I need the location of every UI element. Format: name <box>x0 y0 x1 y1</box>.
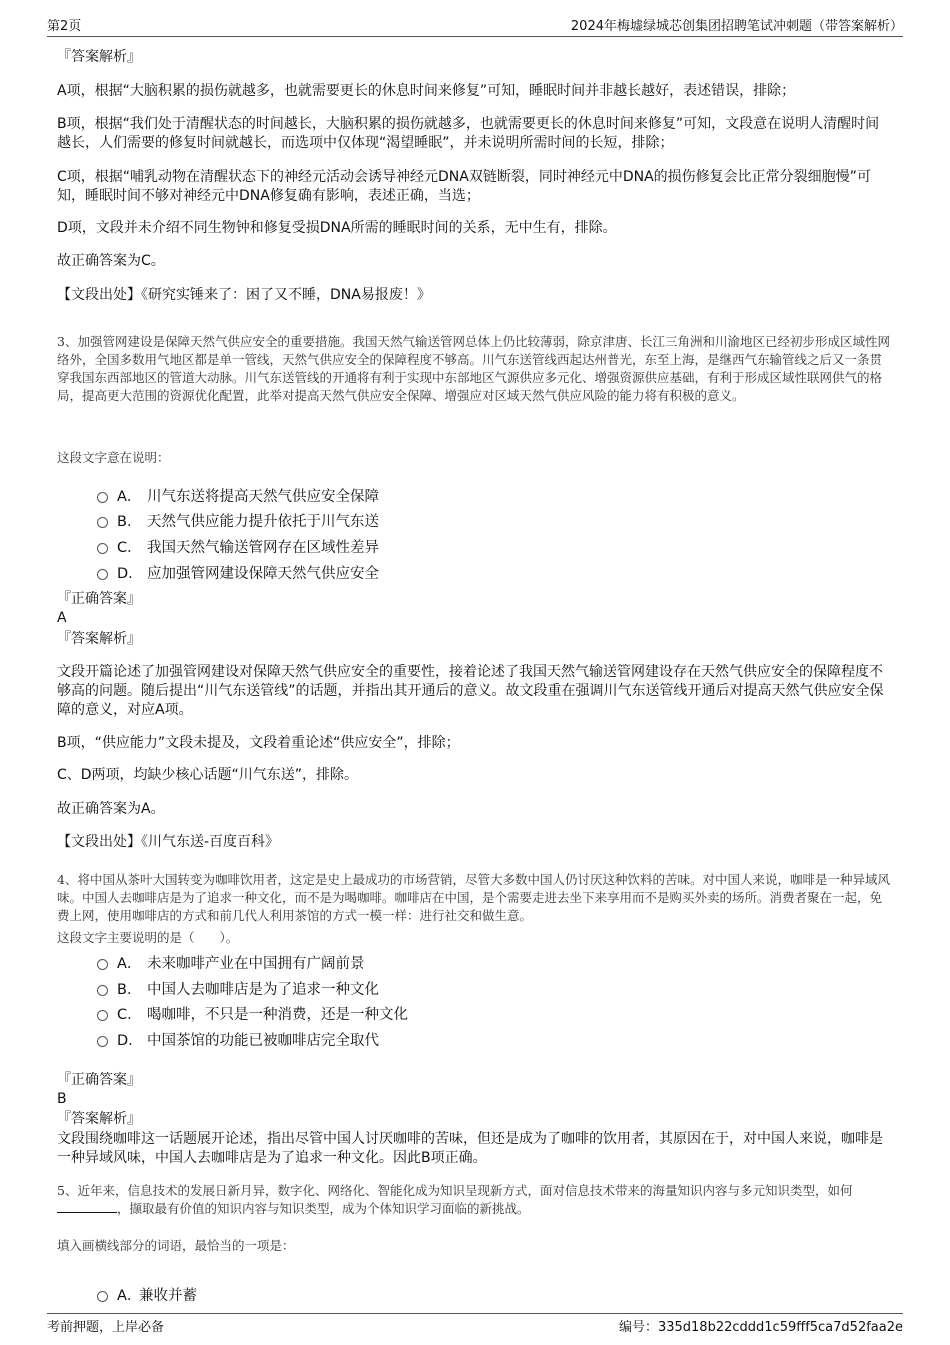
radio-icon[interactable] <box>97 1036 108 1047</box>
document-title: 2024年梅墟绿城芯创集团招聘笔试冲刺题（带答案解析） <box>570 19 903 34</box>
q4-correct-label: 『正确答案』 <box>57 1072 141 1088</box>
q2-analysis-a: A项，根据“大脑积累的损伤就越多，也就需要更长的休息时间来修复”可知，睡眠时间并非越长越好，表述错误，排除； <box>57 83 796 99</box>
fill-blank <box>57 1200 117 1213</box>
option-letter: D． <box>117 1033 143 1049</box>
option-text: 川气东送将提高天然气供应安全保障 <box>147 489 379 505</box>
q4-prompt: 这段文字主要说明的是（ ）。 <box>57 930 239 945</box>
radio-icon[interactable] <box>97 517 108 528</box>
q2-analysis-d: D项，文段并未介绍不同生物钟和修复受损DNA所需的睡眠时间的关系，无中生有，排除。 <box>57 220 617 236</box>
option-letter: B． <box>117 982 142 998</box>
option-letter: B． <box>117 514 142 530</box>
q3-analysis-2: B项，“供应能力”文段未提及，文段着重论述“供应安全”，排除； <box>57 735 460 751</box>
q4-option-b[interactable] <box>97 978 379 999</box>
q5-stem <box>57 1182 890 1218</box>
q2-conclusion: 故正确答案为C。 <box>57 253 165 269</box>
radio-icon[interactable] <box>97 569 108 580</box>
radio-icon[interactable] <box>97 959 108 970</box>
option-text: 未来咖啡产业在中国拥有广阔前景 <box>147 956 365 972</box>
q3-analysis-3: C、D两项，均缺少核心话题“川气东送”，排除。 <box>57 767 359 783</box>
option-text: 天然气供应能力提升依托于川气东送 <box>147 514 379 530</box>
q2-source: 【文段出处】《研究实锤来了：困了又不睡，DNA易报废！》 <box>57 287 431 303</box>
q3-source: 【文段出处】《川气东送-百度百科》 <box>57 834 280 850</box>
q3-option-d[interactable] <box>97 562 379 583</box>
q2-analysis-c: C项，根据“哺乳动物在清醒状态下的神经元活动会诱导神经元DNA双链断裂，同时神经元中DNA的损伤修复会比正常分裂细胞慢”可知，睡眠时间不够对神经元中DNA修复确有影响，表述正确，当选； <box>57 169 871 204</box>
q3-analysis-1: 文段开篇论述了加强管网建设对保障天然气供应安全的重要性，接着论述了我国天然气输送管网建设存在天然气供应安全的保障程度不够高的问题。随后提出“川气东送管线”的话题，并指出其开通后的意义。故文段重在强调川气东送管线开通后对提高天然气供应安全保障的意义，对应A项。 <box>57 664 884 718</box>
document-code: 编号：335d18b22cddd1c59fff5ca7d52faa2e <box>618 1320 903 1335</box>
q5-stem-after: ，撷取最有价值的知识内容与知识类型，成为个体知识学习面临的新挑战。 <box>117 1201 530 1216</box>
option-letter: C． <box>117 1007 142 1023</box>
q4-option-c[interactable] <box>97 1003 408 1024</box>
q4-option-d[interactable] <box>97 1029 379 1050</box>
q3-stem: 3、加强管网建设是保障天然气供应安全的重要措施。我国天然气输送管网总体上仍比较薄弱，除京津唐、长江三角洲和川渝地区已经初步形成区域性网络外，全国多数用气地区都是单一管线，天然气供应安全的保障程度不够高。川气东送管线西起达州普光，东至上海，是继西气东输管线之后又一条贯穿我国东西部地区的管道大动脉。川气东送管线的开通将有利于实现中东部地区气源供应多元化、增强资源供应基础，有利于形成区域性联网供气的格局，提高更大范围的资源优化配置，此举对提高天然气供应安全保障、增强应对区域天然气供应风险的能力将有积极的意义。 <box>57 334 890 403</box>
radio-icon[interactable] <box>97 1010 108 1021</box>
radio-icon[interactable] <box>97 1291 108 1302</box>
q4-analysis-label: 『答案解析』 <box>57 1111 141 1127</box>
option-text: 中国人去咖啡店是为了追求一种文化 <box>147 982 379 998</box>
q5-stem-before: 5、近年来，信息技术的发展日新月异，数字化、网络化、智能化成为知识呈现新方式，面对信息技术带来的海量知识内容与多元知识类型，如何 <box>57 1183 853 1198</box>
q3-option-b[interactable] <box>97 510 379 531</box>
radio-icon[interactable] <box>97 985 108 996</box>
option-letter: A． <box>117 489 142 505</box>
q3-answer: A <box>57 610 67 626</box>
option-letter: A． <box>117 956 142 972</box>
q3-option-a[interactable] <box>97 485 379 506</box>
q2-analysis-b: B项，根据“我们处于清醒状态的时间越长，大脑积累的损伤就越多，也就需要更长的休息时间来修复”可知，文段意在说明人清醒时间越长，人们需要的修复时间就越长，而选项中仅体现“渴望睡眠”，并未说明所需时间的长短，排除； <box>57 116 880 151</box>
q4-answer: B <box>57 1091 67 1107</box>
option-text: 我国天然气输送管网存在区域性差异 <box>147 540 379 556</box>
page-number: 第2页 <box>47 19 82 34</box>
q4-option-a[interactable] <box>97 952 365 973</box>
option-letter: D． <box>117 566 143 582</box>
option-letter: A． <box>117 1288 142 1304</box>
q3-analysis-label: 『答案解析』 <box>57 631 141 647</box>
radio-icon[interactable] <box>97 492 108 503</box>
q4-stem: 4、将中国从茶叶大国转变为咖啡饮用者，这定是史上最成功的市场营销，尽管大多数中国人仍讨厌这种饮料的苦味。对中国人来说，咖啡是一种异域风味。中国人去咖啡店是为了追求一种文化，而不是为喝咖啡。咖啡店在中国，是个需要走进去坐下来享用而不是购买外卖的场所。消费者聚在一起，免费上网，使用咖啡店的方式和前几代人利用茶馆的方式一模一样：进行社交和做生意。 <box>57 872 890 923</box>
q2-analysis-label: 『答案解析』 <box>57 49 141 65</box>
page-footer <box>47 1313 903 1334</box>
q5-option-a[interactable] <box>97 1284 197 1305</box>
q3-option-c[interactable] <box>97 536 379 557</box>
page-header <box>47 14 903 37</box>
option-letter: C． <box>117 540 142 556</box>
q4-analysis: 文段围绕咖啡这一话题展开论述，指出尽管中国人讨厌咖啡的苦味，但还是成为了咖啡的饮用者，其原因在于，对中国人来说，咖啡是一种异域风味，中国人去咖啡店是为了追求一种文化。因此B项正确。 <box>57 1131 883 1166</box>
q3-correct-label: 『正确答案』 <box>57 591 141 607</box>
q3-prompt: 这段文字意在说明： <box>57 450 170 465</box>
option-text: 兼收并蓄 <box>139 1288 197 1304</box>
option-text: 喝咖啡，不只是一种消费，还是一种文化 <box>147 1007 408 1023</box>
q3-conclusion: 故正确答案为A。 <box>57 801 165 817</box>
option-text: 应加强管网建设保障天然气供应安全 <box>147 566 379 582</box>
option-text: 中国茶馆的功能已被咖啡店完全取代 <box>147 1033 379 1049</box>
footer-slogan: 考前押题，上岸必备 <box>47 1320 165 1335</box>
q5-prompt: 填入画横线部分的词语，最恰当的一项是： <box>57 1238 295 1253</box>
radio-icon[interactable] <box>97 543 108 554</box>
